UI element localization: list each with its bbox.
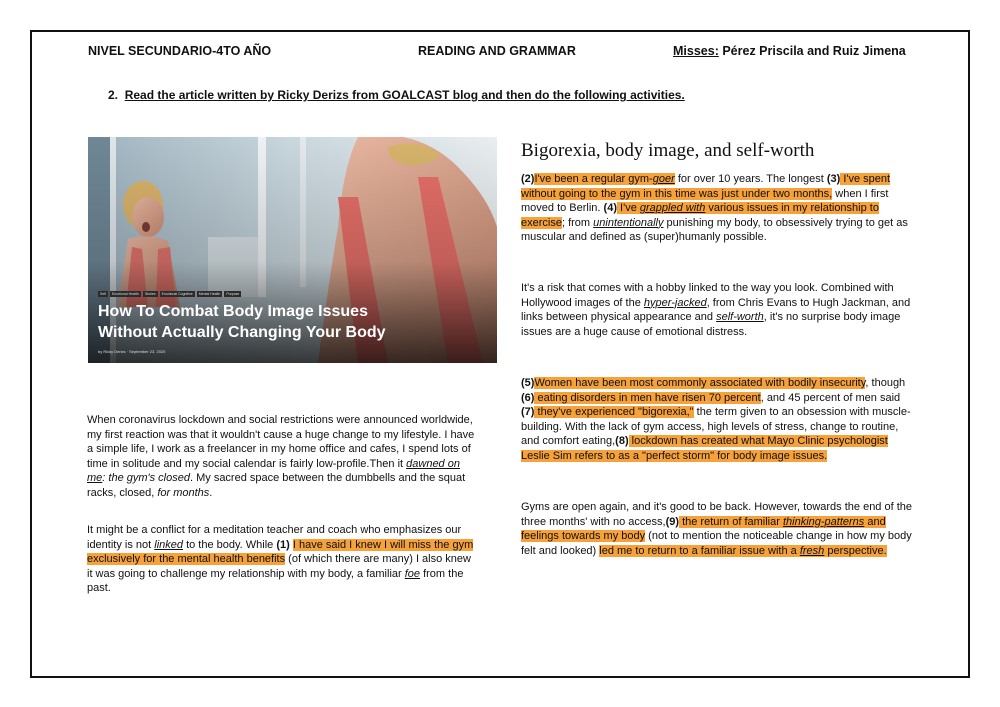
p3-text-2: , and 45 percent of men said xyxy=(760,391,901,404)
article-second-paragraph xyxy=(87,523,479,596)
vocab-thinking-patterns: thinking-patterns xyxy=(782,515,865,528)
hero-title xyxy=(98,301,493,343)
hero-tag: Self xyxy=(100,292,107,296)
highlight-10 xyxy=(599,545,886,557)
vocab-grappled-with: grappled with xyxy=(639,202,706,214)
marker-1: (1) xyxy=(276,538,290,551)
instruction-number: 2. xyxy=(108,88,119,102)
teachers-header xyxy=(673,44,906,58)
article-hero-image xyxy=(88,137,497,363)
second-text-5: from the past. xyxy=(87,567,464,594)
article-paragraph-4 xyxy=(521,500,913,558)
article-intro-paragraph xyxy=(87,413,479,500)
p1-text-3: ; from xyxy=(561,216,594,229)
intro-italic-2: for months xyxy=(157,486,210,499)
hero-byline: by Ricky Derizs · September 23, 2020 xyxy=(98,349,166,354)
highlight-6: eating disorders in men have risen 70 percent xyxy=(534,391,761,404)
vocab-linked: linked xyxy=(154,538,184,551)
vocab-unintentionally: unintentionally xyxy=(593,216,664,229)
highlight-4-text-b: various issues in my relationship to exercise xyxy=(521,202,879,229)
instruction-text: Read the article written by Ricky Derizs from GOALCAST blog and then do the following activities. xyxy=(124,88,685,102)
vocab-fresh: fresh xyxy=(799,544,825,557)
p2-text-1: It's a risk that comes with a hobby linked to the way you look. Combined with Hollywood images of the xyxy=(521,282,894,309)
second-text-2: to the body. While xyxy=(183,538,277,551)
highlight-2 xyxy=(534,173,674,185)
vocab-foe: foe xyxy=(404,567,421,580)
p4-text-1: Gyms are open again, and it's good to be back. However, towards the end of the three months' with no access, xyxy=(521,501,913,528)
vocab-self-worth: self-worth xyxy=(716,311,764,323)
teachers-names: Pérez Priscila and Ruiz Jimena xyxy=(718,44,906,58)
second-text-4: (of which there are many) I also knew it was going to challenge my relationship with my body, a familiar xyxy=(87,553,471,580)
intro-text-3: . xyxy=(209,486,213,499)
highlight-9-text-a: the return of familiar xyxy=(679,515,783,528)
highlight-10-text-a: led me to return to a familiar issue with a xyxy=(599,544,800,557)
p3-text-1: , though xyxy=(865,377,906,389)
article-paragraph-2 xyxy=(521,281,913,339)
marker-2: (2) xyxy=(521,173,535,185)
p1-text-1: for over 10 years. The longest xyxy=(674,173,827,185)
hero-tag: Emotional Health xyxy=(112,292,139,296)
intro-text-2: . My sacred space between the dumbbells and the squat racks, closed, xyxy=(87,472,466,499)
hero-tag: Stories xyxy=(144,292,156,296)
vocab-goer: goer xyxy=(652,173,675,185)
p2-text-2: , from Chris Evans to Hugh Jackman, and links between physical appearance and xyxy=(521,296,911,323)
marker-4: (4) xyxy=(603,202,617,214)
article-paragraph-3 xyxy=(521,376,913,463)
vocab-hyper-jacked: hyper-jacked xyxy=(643,296,707,309)
hero-title-line-1: How To Combat Body Image Issues xyxy=(98,303,368,320)
highlight-8: lockdown has created what Mayo Clinic psychologist Leslie Sim refers to as a "perfect storm" for body image issues. xyxy=(521,435,888,462)
second-text-1: It might be a conflict for a meditation teacher and coach who emphasizes our identity is not xyxy=(87,524,462,551)
hero-tag: Purpose xyxy=(226,292,240,296)
marker-3: (3) xyxy=(826,173,841,185)
intro-italic-1: : the gym's closed xyxy=(102,472,190,484)
hero-tag: Emotional Cognitive xyxy=(161,292,193,296)
intro-text-1: When coronavirus lockdown and social restrictions were announced worldwide, my first reaction was that it wouldn't cause a huge change to my lifestyle. I have a simple life, I work as a freelancer in my home office and cafes, I spend lots of time in solitude and my social calendar is fairly low-profile.Then it xyxy=(87,414,475,470)
p4-text-2: (not to mention the noticeable change in how my body felt and looked) xyxy=(521,530,912,557)
hero-tag-list xyxy=(98,291,241,297)
highlight-4-text-a: I've xyxy=(617,202,640,214)
highlight-7: they've experienced "bigorexia," xyxy=(534,406,694,418)
p2-text-3: , it's no surprise body image issues are a huge cause of emotional distress. xyxy=(521,311,901,338)
p3-text-3: the term given to an obsession with muscle-building. With the lack of gym access, high levels of stress, change to routine, and comfort eating, xyxy=(521,406,911,447)
highlight-9-text-b: and feelings towards my body xyxy=(521,515,886,542)
activity-instruction xyxy=(108,88,685,102)
marker-9: (9) xyxy=(665,515,680,528)
article-title: Bigorexia, body image, and self-worth xyxy=(521,140,815,161)
marker-8: (8) xyxy=(615,435,629,447)
marker-6: (6) xyxy=(521,391,535,404)
level-header: NIVEL SECUNDARIO-4TO AÑO xyxy=(88,44,272,58)
highlight-5: Women have been most commonly associated with bodily insecurity xyxy=(534,377,866,389)
p1-text-2: when I first moved to Berlin. xyxy=(521,187,889,214)
vocab-dawned-on-me: dawned on me xyxy=(87,457,460,484)
highlight-2-text: I've been a regular gym- xyxy=(534,173,653,185)
teachers-label: Misses: xyxy=(673,44,719,58)
article-paragraph-1 xyxy=(521,172,913,245)
highlight-3: I've spent without going to the gym in this time was just under two months, xyxy=(521,173,891,200)
hero-title-line-2: Without Actually Changing Your Body xyxy=(98,324,386,341)
marker-7: (7) xyxy=(521,406,535,418)
highlight-1: I have said I knew I will miss the gym exclusively for the mental health benefits xyxy=(87,538,474,565)
marker-5: (5) xyxy=(521,377,535,389)
subject-header: READING AND GRAMMAR xyxy=(418,44,576,58)
hero-tag: Mental Health xyxy=(198,292,221,296)
p1-text-4: punishing my body, to obsessively trying to get as muscular and defined as (super)humanly possible. xyxy=(521,216,908,243)
highlight-10-text-b: perspective. xyxy=(824,544,887,557)
